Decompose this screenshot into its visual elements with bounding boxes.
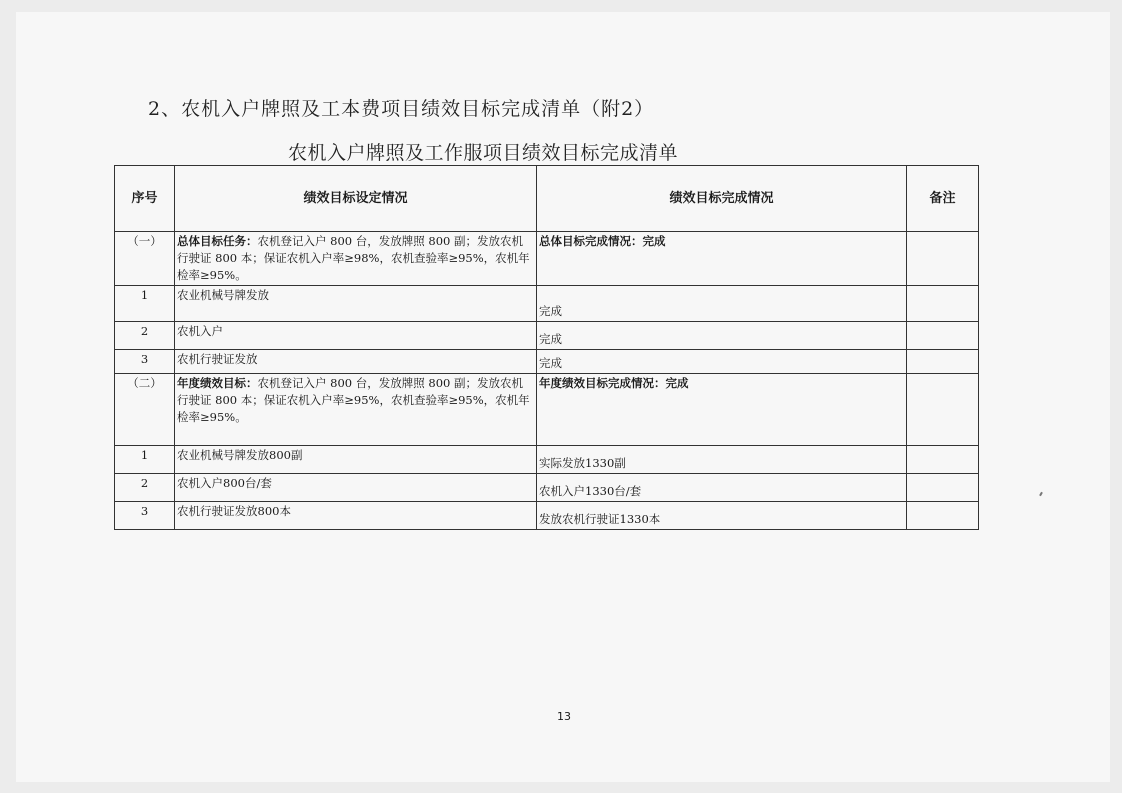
table-row bbox=[115, 502, 979, 530]
performance-table bbox=[114, 165, 979, 530]
table-row bbox=[115, 446, 979, 474]
remarks-cell bbox=[907, 232, 979, 286]
remarks-cell bbox=[907, 502, 979, 530]
section-heading: 2、农机入户牌照及工本费项目绩效目标完成清单（附2） bbox=[148, 98, 655, 120]
header-row bbox=[115, 166, 979, 232]
row-seq: 1 bbox=[115, 286, 175, 322]
row-completion: 实际发放1330副 bbox=[537, 446, 907, 474]
table-row bbox=[115, 350, 979, 374]
remarks-cell bbox=[907, 322, 979, 350]
header-target: 绩效目标设定情况 bbox=[175, 166, 537, 232]
row-seq: 1 bbox=[115, 446, 175, 474]
table-row bbox=[115, 474, 979, 502]
section-target bbox=[175, 374, 537, 446]
section-seq: （一） bbox=[115, 232, 175, 286]
section-row bbox=[115, 374, 979, 446]
section-completion-label: 年度绩效目标完成情况：完成 bbox=[539, 376, 689, 390]
table-row bbox=[115, 322, 979, 350]
remarks-cell bbox=[907, 350, 979, 374]
table-row bbox=[115, 286, 979, 322]
row-completion: 完成 bbox=[537, 350, 907, 374]
row-target: 农机行驶证发放800本 bbox=[175, 502, 537, 530]
header-remarks: 备注 bbox=[907, 166, 979, 232]
remarks-cell bbox=[907, 286, 979, 322]
section-completion bbox=[537, 374, 907, 446]
section-row bbox=[115, 232, 979, 286]
section-target-text: 农机登记入户 800 台，发放牌照 800 副；发放农机行驶证 800 本；保证农机入户率≥95%，农机查验率≥95%，农机年检率≥95%。 bbox=[177, 376, 530, 424]
row-target: 农机入户 bbox=[175, 322, 537, 350]
row-seq: 2 bbox=[115, 322, 175, 350]
row-target: 农机入户800台/套 bbox=[175, 474, 537, 502]
remarks-cell bbox=[907, 374, 979, 446]
row-seq: 3 bbox=[115, 350, 175, 374]
row-completion: 农机入户1330台/套 bbox=[537, 474, 907, 502]
section-target bbox=[175, 232, 537, 286]
section-seq: （二） bbox=[115, 374, 175, 446]
row-target: 农业机械号牌发放 bbox=[175, 286, 537, 322]
section-target-text: 农机登记入户 800 台，发放牌照 800 副；发放农机行驶证 800 本；保证农机入户率≥98%，农机查验率≥95%，农机年检率≥95%。 bbox=[177, 234, 530, 282]
remarks-cell bbox=[907, 474, 979, 502]
row-target: 农机行驶证发放 bbox=[175, 350, 537, 374]
row-completion: 完成 bbox=[537, 286, 907, 322]
row-target: 农业机械号牌发放800副 bbox=[175, 446, 537, 474]
remarks-cell bbox=[907, 446, 979, 474]
header-seq: 序号 bbox=[115, 166, 175, 232]
row-seq: 3 bbox=[115, 502, 175, 530]
section-completion-label: 总体目标完成情况：完成 bbox=[539, 234, 666, 248]
section-target-label: 年度绩效目标： bbox=[177, 376, 258, 390]
header-completion: 绩效目标完成情况 bbox=[537, 166, 907, 232]
table-title: 农机入户牌照及工作服项目绩效目标完成清单 bbox=[288, 142, 679, 164]
row-completion: 发放农机行驶证1330本 bbox=[537, 502, 907, 530]
row-completion: 完成 bbox=[537, 322, 907, 350]
row-seq: 2 bbox=[115, 474, 175, 502]
section-target-label: 总体目标任务： bbox=[177, 234, 258, 248]
section-completion bbox=[537, 232, 907, 286]
page-number: 13 bbox=[557, 710, 571, 723]
